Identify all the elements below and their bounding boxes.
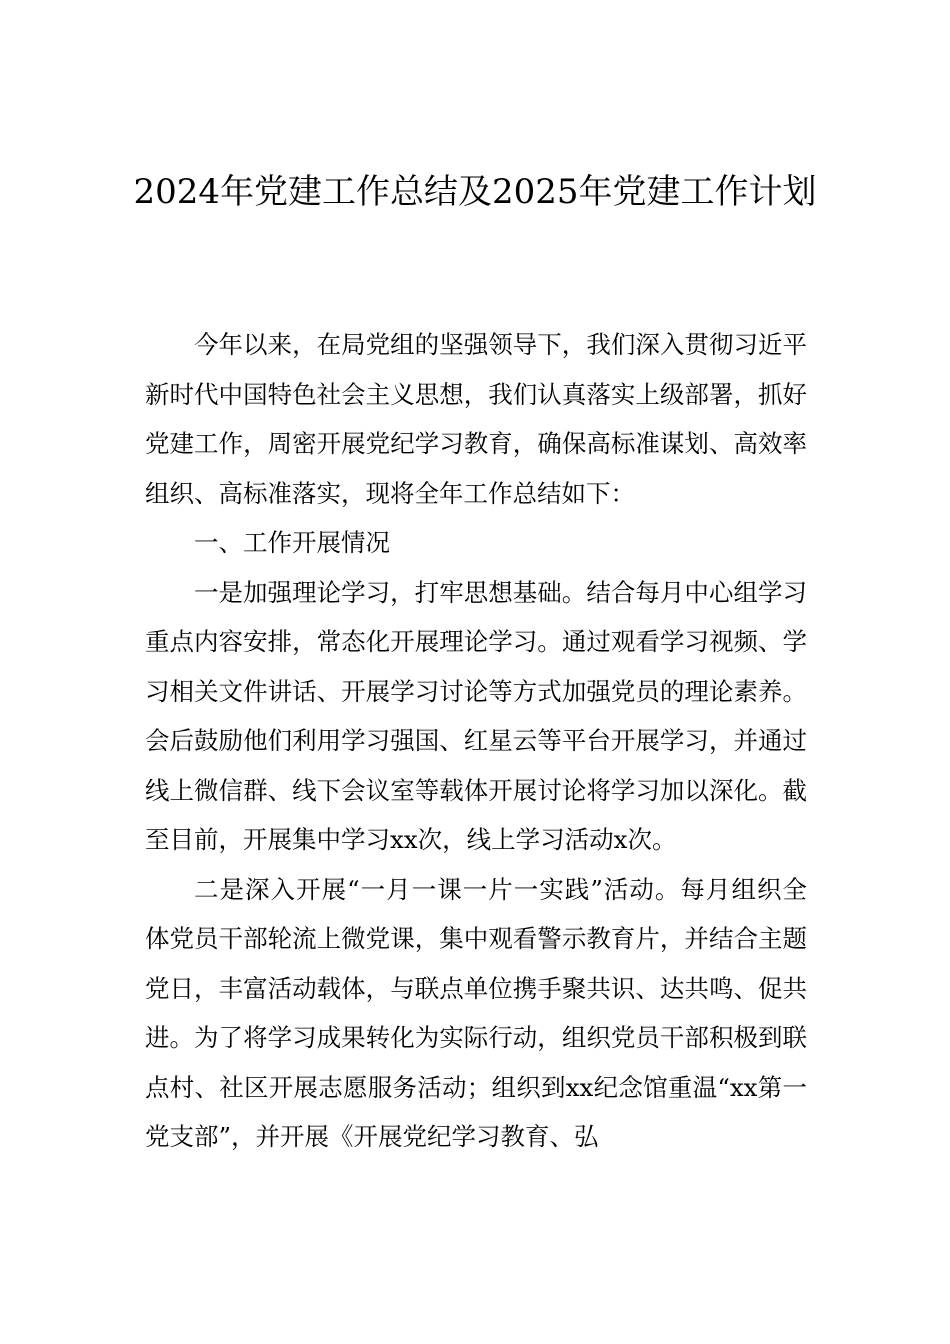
document-title: 2024年党建工作总结及2025年党建工作计划	[133, 172, 817, 212]
document-body	[145, 320, 807, 1162]
intro-paragraph: 今年以来，在局党组的坚强领导下，我们深入贯彻习近平新时代中国特色社会主义思想，我们认真落实上级部署，抓好党建工作，周密开展党纪学习教育，确保高标准谋划、高效率组织、高标准落实，现将全年工作总结如下：	[145, 330, 807, 508]
section-heading: 一、工作开展情况	[194, 528, 390, 557]
paragraph-monthly-activity: 二是深入开展“一月一课一片一实践”活动。每月组织全体党员干部轮流上微党课，集中观看警示教育片，并结合主题党日，丰富活动载体，与联点单位携手聚共识、达共鸣、促共进。为了将学习成果转化为实际行动，组织党员干部积极到联点村、社区开展志愿服务活动；组织到xx纪念馆重温“xx第一党支部”，并开展《开展党纪学习教育、弘	[145, 874, 807, 1151]
paragraph-theory-study: 一是加强理论学习，打牢思想基础。结合每月中心组学习重点内容安排，常态化开展理论学习。通过观看学习视频、学习相关文件讲话、开展学习讨论等方式加强党员的理论素养。会后鼓励他们利用学习强国、红星云等平台开展学习，并通过线上微信群、线下会议室等载体开展讨论将学习加以深化。截至目前，开展集中学习xx次，线上学习活动x次。	[145, 577, 807, 854]
